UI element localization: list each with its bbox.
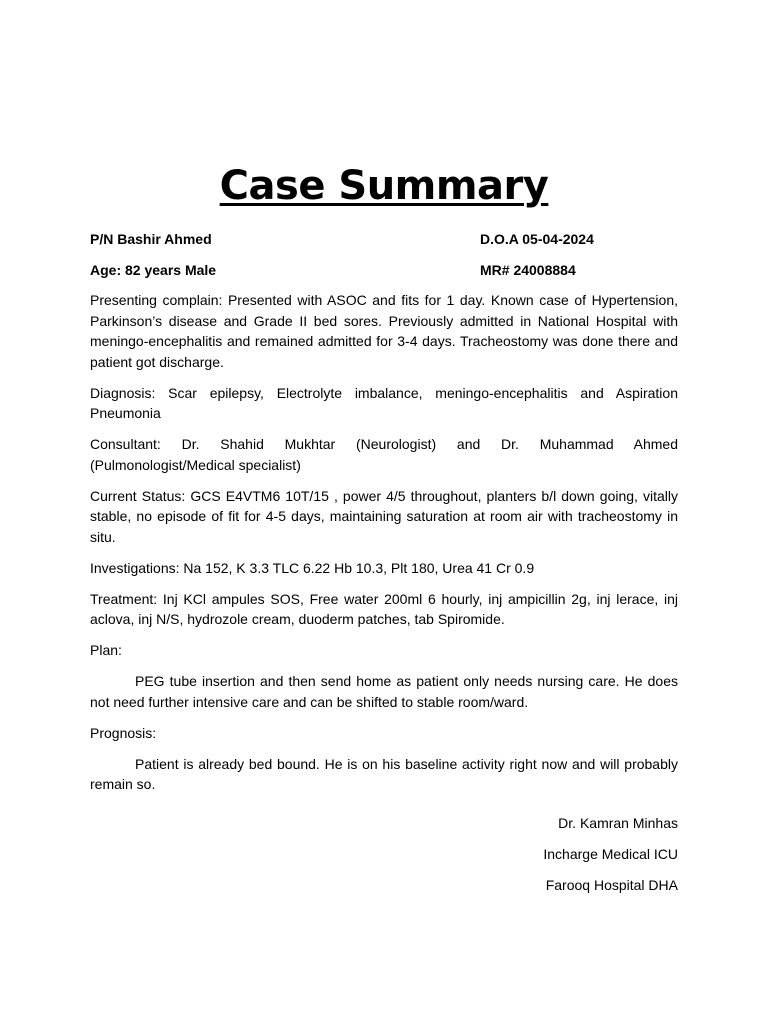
treatment: Treatment: Inj KCl ampules SOS, Free water 200ml 6 hourly, inj ampicillin 2g, inj lerace, inj aclova, inj N/S, hydrozole cream, duoderm patches, tab Spiromide. bbox=[90, 590, 678, 627]
plan-heading: Plan: bbox=[90, 642, 122, 658]
prognosis-text: Patient is already bed bound. He is on his baseline activity right now and will probably remain so. bbox=[90, 755, 678, 792]
patient-name: P/N Bashir Ahmed bbox=[90, 231, 212, 247]
current-status: Current Status: GCS E4VTM6 10T/15 , power 4/5 throughout, planters b/l down going, vitally stable, no episode of fit for 4-5 days, maintaining saturation at room air with tracheostomy in situ. bbox=[90, 487, 678, 545]
page-title: Case Summary bbox=[219, 163, 549, 209]
consultant: Consultant: Dr. Shahid Mukhtar (Neurologist) and Dr. Muhammad Ahmed (Pulmonologist/Medical specialist) bbox=[90, 436, 678, 473]
signature-hospital: Farooq Hospital DHA bbox=[545, 877, 678, 893]
date-of-admission: D.O.A 05-04-2024 bbox=[480, 231, 594, 247]
investigations: Investigations: Na 152, K 3.3 TLC 6.22 Hb 10.3, Plt 180, Urea 41 Cr 0.9 bbox=[90, 559, 535, 576]
document-body bbox=[90, 290, 678, 805]
presenting-complaint: Presenting complain: Presented with ASOC and fits for 1 day. Known case of Hypertension, Parkinson’s disease and Grade II bed sores. Previously admitted in National Hospital with meningo-encephalitis and remained admitted for 3-4 days. Tracheostomy was done there and patient got discharge. bbox=[90, 292, 678, 370]
diagnosis: Diagnosis: Scar epilepsy, Electrolyte imbalance, meningo-encephalitis and Aspiration Pneumonia bbox=[90, 384, 678, 421]
mr-number: MR# 24008884 bbox=[480, 262, 576, 278]
signature-block bbox=[90, 813, 678, 906]
patient-age-gender: Age: 82 years Male bbox=[90, 262, 217, 278]
signature-position: Incharge Medical ICU bbox=[543, 846, 678, 862]
prognosis-heading: Prognosis: bbox=[90, 724, 157, 741]
signature-name: Dr. Kamran Minhas bbox=[558, 815, 678, 831]
plan-text: PEG tube insertion and then send home as patient only needs nursing care. He does not need further intensive care and can be shifted to stable room/ward. bbox=[90, 673, 678, 710]
